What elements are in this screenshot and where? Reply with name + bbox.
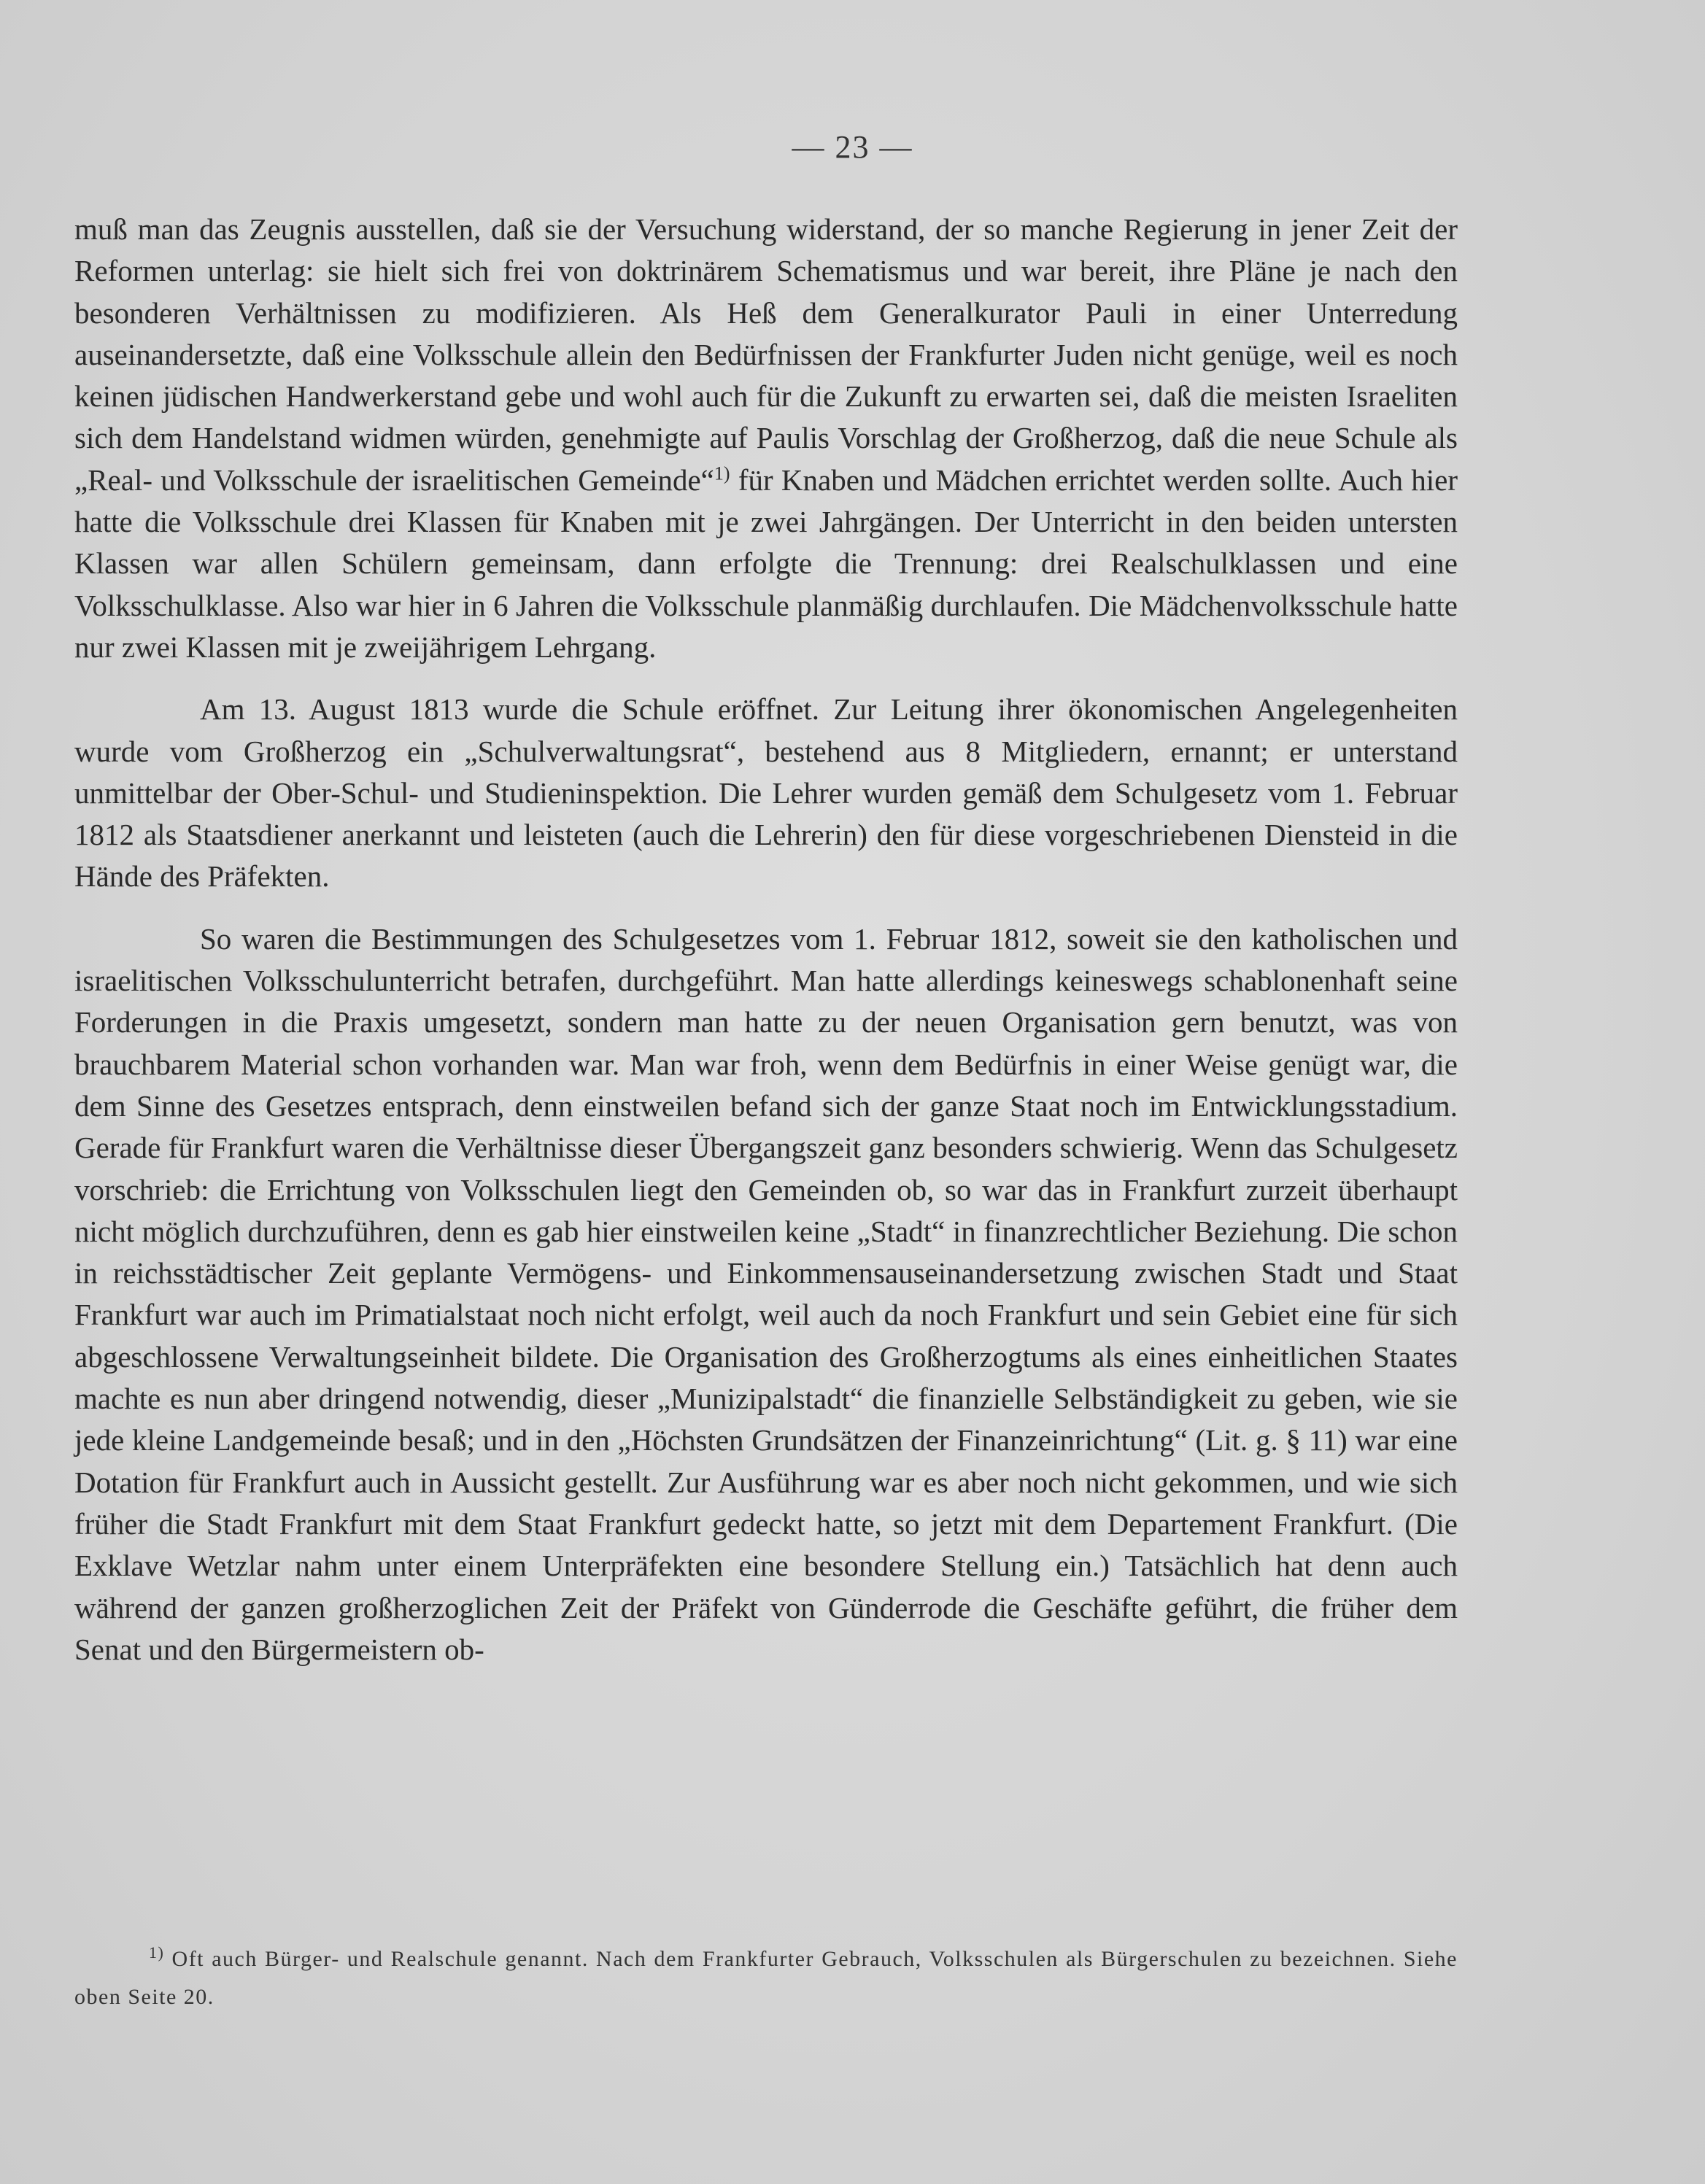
body-text xyxy=(74,209,1458,1670)
footnote-text: Oft auch Bürger- und Realschule genannt. Nach dem Frankfurter Gebrauch, Volksschulen als Bürgerschulen zu bezeichnen. Siehe oben Seite 20. xyxy=(74,1947,1458,2009)
paragraph-1-text-b: für Knaben und Mädchen errichtet werden sollte. Auch hier hatte die Volksschule drei Klassen für Knaben mit je zwei Jahrgängen. Der Unterricht in den beiden untersten Klassen war allen Schülern gemeinsam, dann erfolgte die Trennung: drei Realschulklassen und eine Volksschulklasse. Also war hier in 6 Jahren die Volksschule planmäßig durchlaufen. Die Mädchenvolksschule hatte nur zwei Klassen mit je zweijährigem Lehrgang. xyxy=(74,462,1458,664)
paragraph-3: So waren die Bestimmungen des Schulgesetzes vom 1. Februar 1812, soweit sie den katholischen und israelitischen Volksschulunterricht betrafen, durchgeführt. Man hatte allerdings keineswegs schablonenhaft seine Forderungen in die Praxis umgesetzt, sondern man hatte zu der neuen Organisation gern benutzt, was von brauchbarem Material schon vorhanden war. Man war froh, wenn dem Bedürfnis in einer Weise genügt war, die dem Sinne des Gesetzes entsprach, denn einstweilen befand sich der ganze Staat noch im Entwicklungsstadium. Gerade für Frankfurt waren die Verhältnisse dieser Übergangszeit ganz besonders schwierig. Wenn das Schulgesetz vorschrieb: die Errichtung von Volksschulen liegt den Gemeinden ob, so war das in Frankfurt zurzeit überhaupt nicht möglich durchzuführen, denn es gab hier einstweilen keine „Stadt“ in finanzrechtlicher Beziehung. Die schon in reichsstädtischer Zeit geplante Vermögens- und Einkommensauseinandersetzung zwischen Stadt und Staat Frankfurt war auch im Primatialstaat noch nicht erfolgt, weil auch da noch Frankfurt und sein Gebiet eine für sich abgeschlossene Verwaltungseinheit bildete. Die Organisation des Großherzogtums als eines einheitlichen Staates machte es nun aber dringend notwendig, dieser „Munizipalstadt“ die finanzielle Selbständigkeit zu geben, wie sie jede kleine Landgemeinde besaß; und in den „Höchsten Grundsätzen der Finanzeinrichtung“ (Lit. g. § 11) war eine Dotation für Frankfurt auch in Aussicht gestellt. Zur Ausführung war es aber noch nicht gekommen, und wie sich früher die Stadt Frankfurt mit dem Staat Frankfurt gedeckt hatte, so jetzt mit dem Departement Frankfurt. (Die Exklave Wetzlar nahm unter einem Unterpräfekten eine besondere Stellung ein.) Tatsächlich hat denn auch während der ganzen großherzoglichen Zeit der Präfekt von Günderrode die Geschäfte geführt, die früher dem Senat und den Bürgermeistern ob- xyxy=(74,921,1458,1666)
footnote xyxy=(74,1940,1458,2016)
page-number: — 23 — xyxy=(792,129,913,165)
paragraph-1 xyxy=(74,209,1458,668)
paragraph-1-text-a: muß man das Zeugnis ausstellen, daß sie der Versuchung widerstand, der so manche Regierung in jener Zeit der Reformen unterlag: sie hielt sich frei von doktrinärem Schematismus und war bereit, ihre Pläne je nach den besonderen Verhältnissen zu modifizieren. Als Heß dem Generalkurator Pauli in einer Unterredung auseinandersetzte, daß eine Volksschule allein den Bedürfnissen der Frankfurter Juden nicht genüge, weil es noch keinen jüdischen Handwerkerstand gebe und wohl auch für die Zukunft zu erwarten sei, daß die meisten Israeliten sich dem Handelstand widmen würden, genehmigte auf Paulis Vorschlag der Großherzog, daß die neue Schule als „Real- und Volksschule der israelitischen Gemeinde“ xyxy=(74,212,1458,497)
paragraph-2: Am 13. August 1813 wurde die Schule eröffnet. Zur Leitung ihrer ökonomischen Angelegenheiten wurde vom Großherzog ein „Schulverwaltungsrat“, bestehend aus 8 Mitgliedern, ernannt; er unterstand unmittelbar der Ober-Schul- und Studieninspektion. Die Lehrer wurden gemäß dem Schulgesetz vom 1. Februar 1812 als Staatsdiener anerkannt und leisteten (auch die Lehrerin) den für diese vorgeschriebenen Diensteid in die Hände des Präfekten. xyxy=(74,692,1458,894)
footnote-mark: 1) xyxy=(149,1943,165,1962)
footnote-reference: 1) xyxy=(714,462,730,484)
